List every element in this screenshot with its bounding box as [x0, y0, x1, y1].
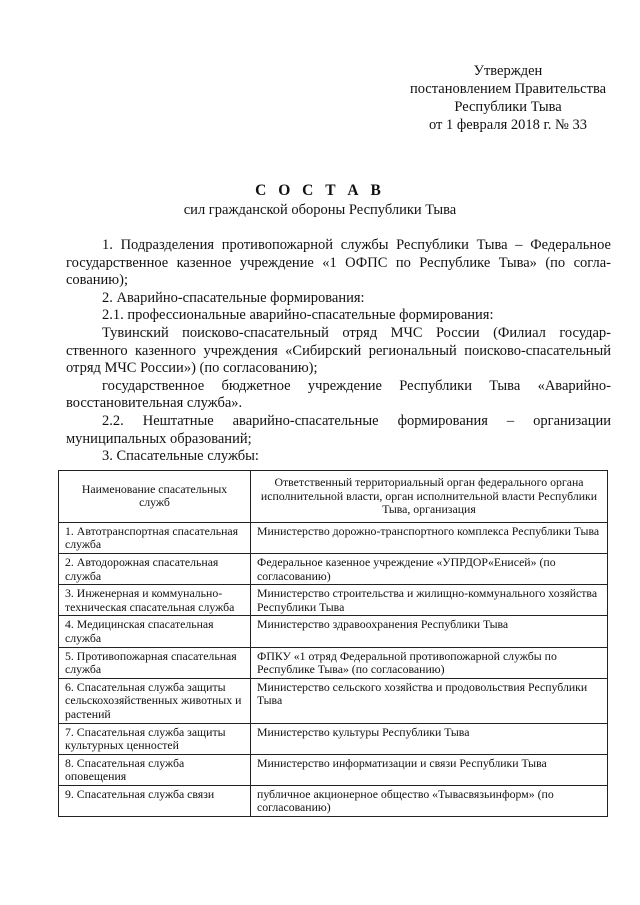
responsible-organ-cell: Министерство информатизации и связи Республики Тыва	[251, 754, 608, 785]
approval-line-2: постановлением Правительства	[409, 81, 607, 97]
services-table	[58, 470, 608, 817]
table-row	[59, 647, 608, 678]
table-row	[59, 678, 608, 723]
document-body	[66, 237, 611, 466]
service-name-cell: 9. Спасательная служба связи	[59, 785, 251, 816]
responsible-organ-cell: Министерство строительства и жилищно-коммунального хозяйства Республики Тыва	[251, 585, 608, 616]
paragraph-3: 3. Спасательные службы:	[102, 448, 259, 465]
paragraph-2-1: 2.1. профессиональные аварийно-спасательные формирования:	[102, 307, 494, 324]
document-title: С О С Т А В	[255, 182, 385, 199]
paragraph-recovery-service: государственное бюджетное учреждение Республики Тыва «Аварийно-восстановительная служба».	[66, 377, 611, 412]
table-row	[59, 616, 608, 647]
responsible-organ-cell: Министерство культуры Республики Тыва	[251, 723, 608, 754]
responsible-organ-cell: Федеральное казенное учреждение «УПРДОР«Енисей» (по согласованию)	[251, 553, 608, 584]
service-name-cell: 6. Спасательная служба защиты сельскохозяйственных животных и растений	[59, 678, 251, 723]
table-row	[59, 553, 608, 584]
approval-line-4: от 1 февраля 2018 г. № 33	[428, 117, 588, 133]
table-row	[59, 522, 608, 553]
header-responsible-organ: Ответственный территориальный орган федерального органа исполнительной власти, орган исполнительной власти Республики Тыва, организация	[251, 471, 608, 523]
service-name-cell: 4. Медицинская спасательная служба	[59, 616, 251, 647]
service-name-cell: 5. Противопожарная спасательная служба	[59, 647, 251, 678]
responsible-organ-cell: публичное акционерное общество «Тывасвязьинформ» (по согласованию)	[251, 785, 608, 816]
approval-line-1: Утвержден	[473, 63, 543, 79]
paragraph-2: 2. Аварийно-спасательные формирования:	[102, 289, 365, 306]
paragraph-rescue-detachment: Тувинский поисково-спасательный отряд МЧС России (Филиал государ-ственного казенного учреждения «Сибирский региональный поисково-спасательный отряд МЧС России») (по согласованию);	[66, 324, 611, 377]
table-row	[59, 754, 608, 785]
approval-line-3: Республики Тыва	[454, 99, 562, 115]
responsible-organ-cell: ФПКУ «1 отряд Федеральной противопожарной службы по Республике Тыва» (по согласованию)	[251, 647, 608, 678]
header-service-name: Наименование спасательных служб	[59, 471, 251, 523]
document-subtitle: сил гражданской обороны Республики Тыва	[183, 202, 457, 218]
table-header-row	[59, 471, 608, 523]
responsible-organ-cell: Министерство здравоохранения Республики Тыва	[251, 616, 608, 647]
service-name-cell: 3. Инженерная и коммунально-техническая спасательная служба	[59, 585, 251, 616]
service-name-cell: 8. Спасательная служба оповещения	[59, 754, 251, 785]
approval-stamp	[392, 62, 624, 134]
service-name-cell: 2. Автодорожная спасательная служба	[59, 553, 251, 584]
table-row	[59, 785, 608, 816]
service-name-cell: 1. Автотранспортная спасательная служба	[59, 522, 251, 553]
service-name-cell: 7. Спасательная служба защиты культурных ценностей	[59, 723, 251, 754]
table-row	[59, 585, 608, 616]
responsible-organ-cell: Министерство сельского хозяйства и продовольствия Республики Тыва	[251, 678, 608, 723]
table-row	[59, 723, 608, 754]
responsible-organ-cell: Министерство дорожно-транспортного комплекса Республики Тыва	[251, 522, 608, 553]
paragraph-1: 1. Подразделения противопожарной службы Республики Тыва – Федеральное государственное казенное учреждение «1 ОФПС по Республике Тыва» (по согла-сованию);	[66, 237, 611, 289]
paragraph-2-2: 2.2. Нештатные аварийно-спасательные формирования – организации муниципальных образований;	[66, 412, 611, 447]
